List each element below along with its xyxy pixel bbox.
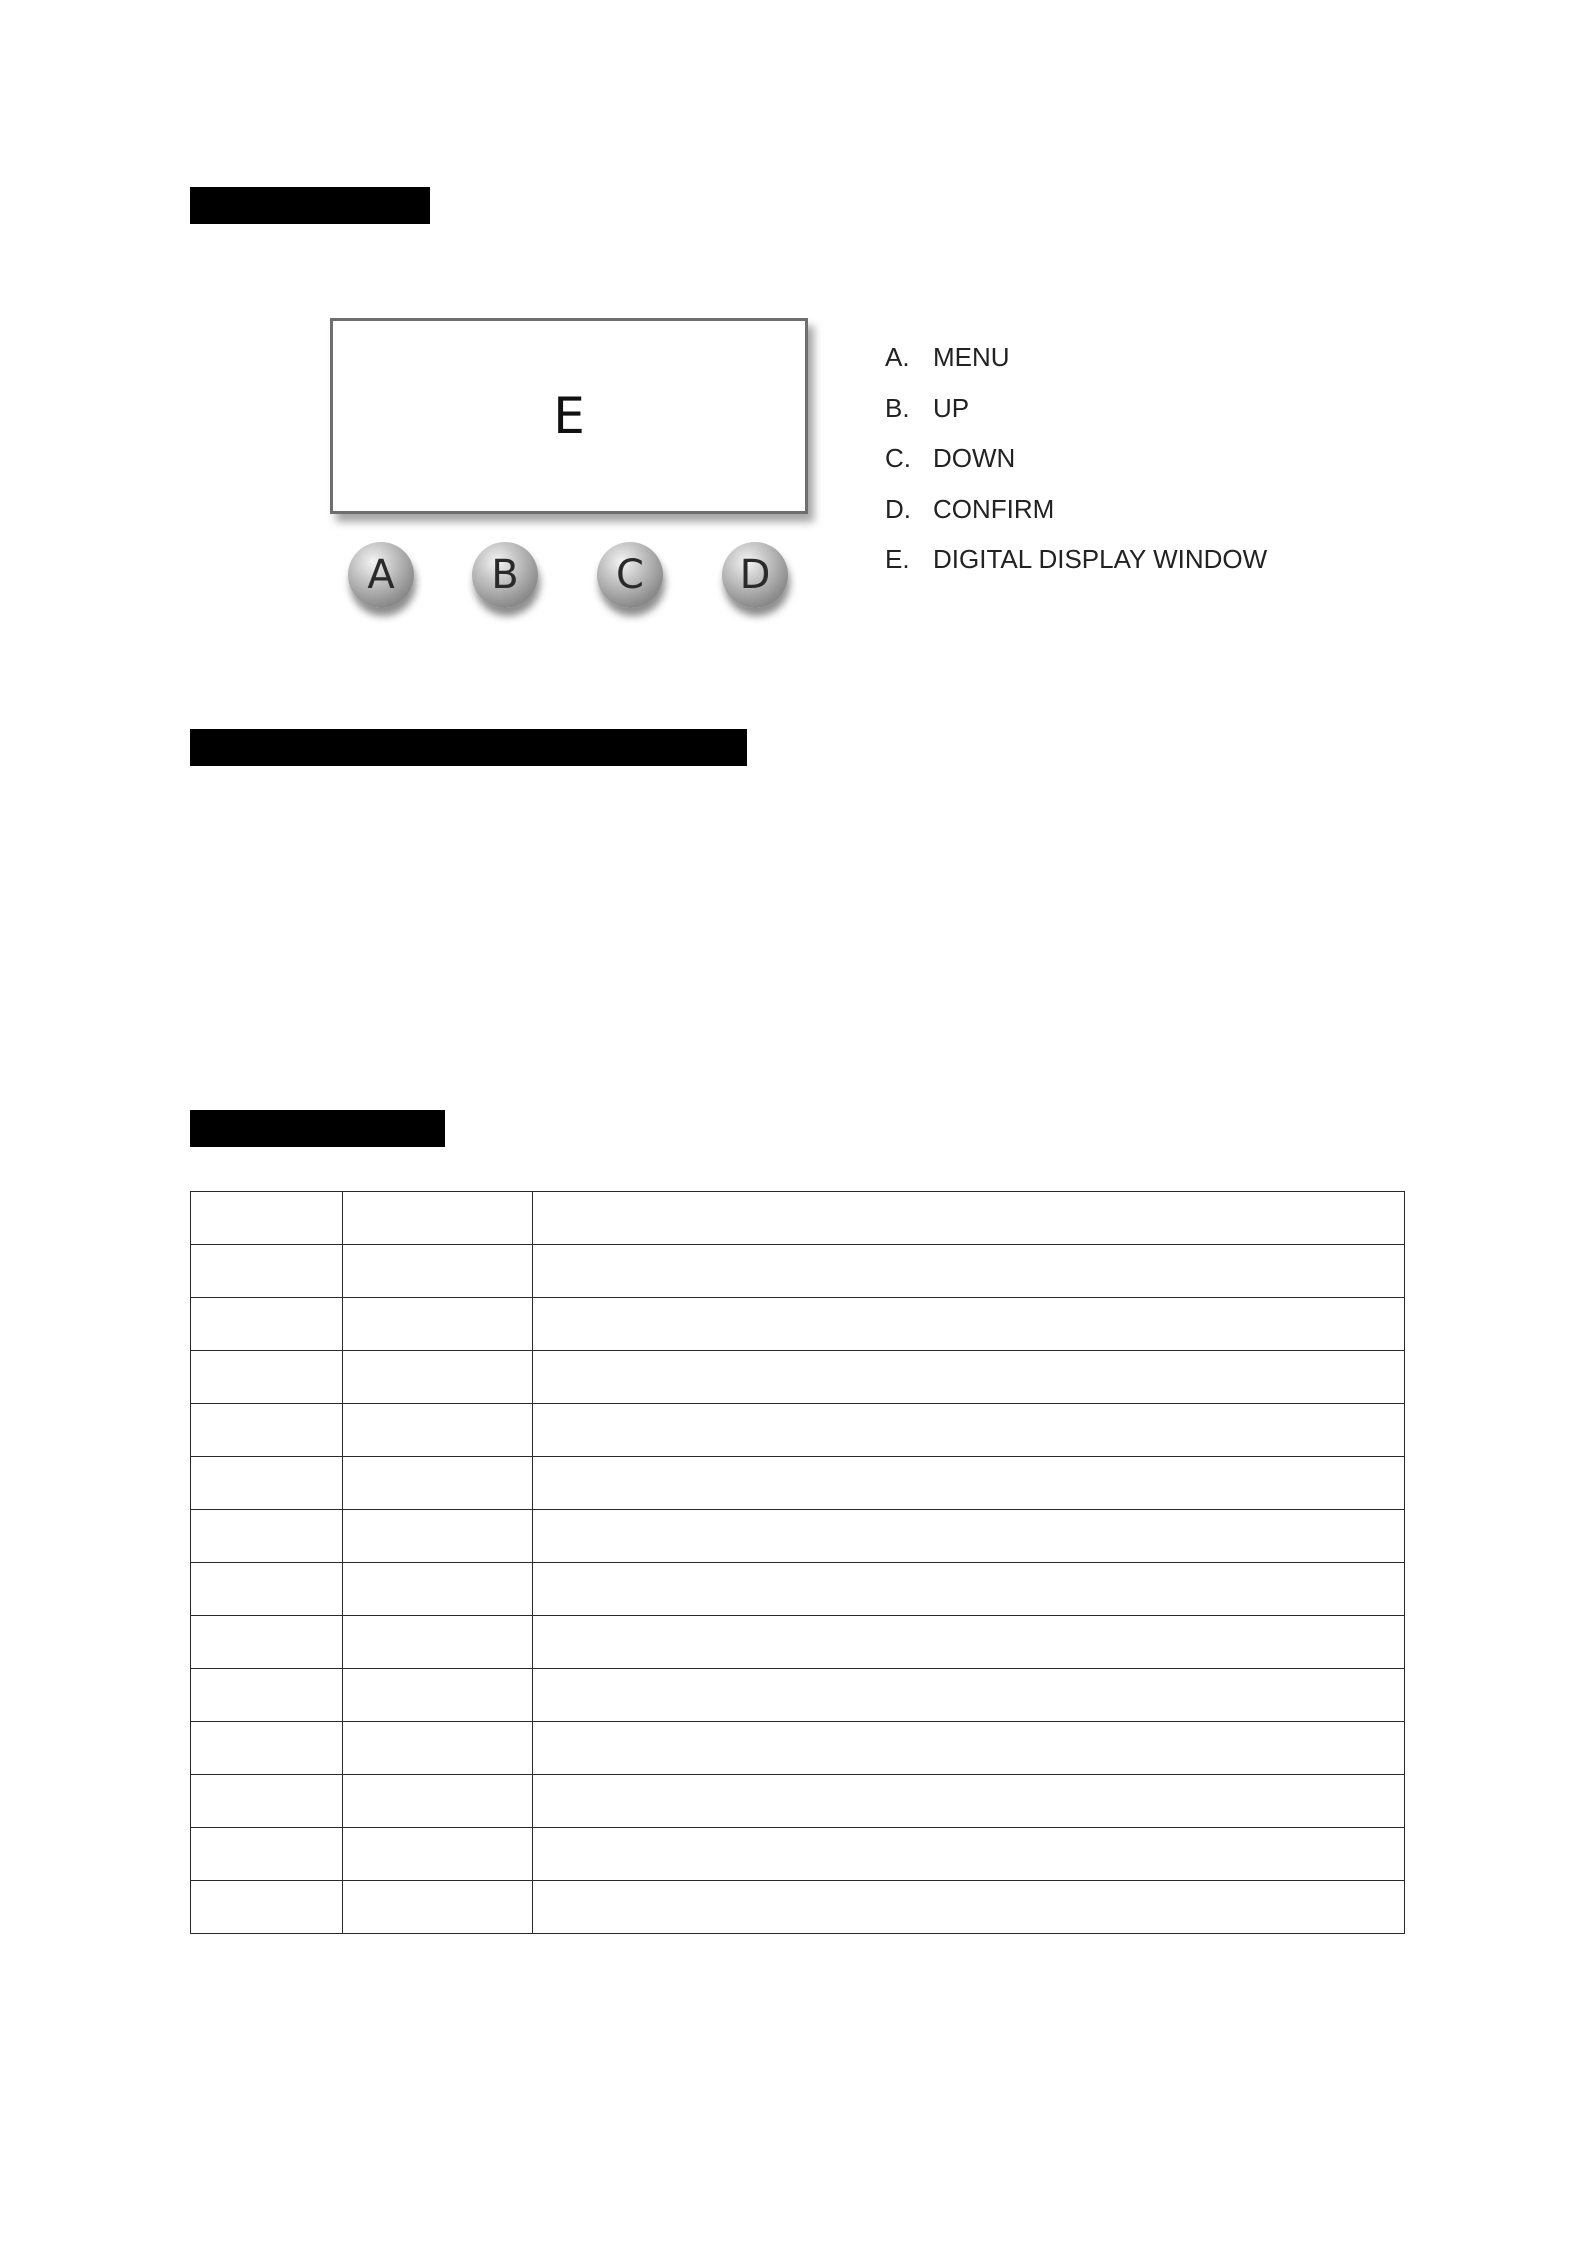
table-cell — [191, 1669, 343, 1722]
table-cell — [191, 1616, 343, 1669]
legend-letter: B. — [885, 392, 910, 423]
legend-item-menu — [885, 342, 1267, 393]
table-cell — [191, 1563, 343, 1616]
table-cell — [343, 1828, 533, 1881]
table-cell — [533, 1722, 1405, 1775]
settings-table — [190, 1191, 1405, 1934]
key-label: A — [367, 552, 395, 598]
table-row — [191, 1563, 1405, 1616]
legend-letter: D. — [885, 493, 911, 524]
table-cell — [533, 1563, 1405, 1616]
table-row — [191, 1404, 1405, 1457]
table-cell — [343, 1457, 533, 1510]
table-cell — [533, 1881, 1405, 1934]
legend-text: DIGITAL DISPLAY WINDOW — [933, 544, 1268, 574]
legend-text: MENU — [933, 342, 1010, 372]
table-cell — [343, 1404, 533, 1457]
table-cell — [533, 1669, 1405, 1722]
table-row — [191, 1351, 1405, 1404]
key-label: C — [616, 552, 644, 598]
table-row — [191, 1245, 1405, 1298]
display-letter: E — [553, 387, 585, 445]
table-row — [191, 1828, 1405, 1881]
confirm-key[interactable] — [722, 542, 788, 608]
table-cell — [343, 1192, 533, 1245]
settings-table-body — [191, 1192, 1405, 1934]
table-cell — [191, 1245, 343, 1298]
table-cell — [191, 1351, 343, 1404]
up-key[interactable] — [472, 542, 538, 608]
table-row — [191, 1616, 1405, 1669]
table-row — [191, 1298, 1405, 1351]
table-cell — [191, 1510, 343, 1563]
table-cell — [533, 1616, 1405, 1669]
table-cell — [533, 1457, 1405, 1510]
table-row — [191, 1722, 1405, 1775]
table-cell — [533, 1298, 1405, 1351]
table-cell — [343, 1245, 533, 1298]
table-cell — [533, 1775, 1405, 1828]
legend-letter: E. — [885, 544, 910, 574]
table-row — [191, 1775, 1405, 1828]
legend-text: UP — [933, 392, 970, 423]
legend-letter: A. — [885, 342, 910, 372]
table-cell — [533, 1192, 1405, 1245]
table-cell — [533, 1351, 1405, 1404]
redacted-heading-3 — [190, 1110, 445, 1147]
digital-display-window — [330, 318, 808, 514]
menu-key[interactable] — [348, 542, 414, 608]
table-cell — [533, 1510, 1405, 1563]
table-cell — [191, 1828, 343, 1881]
legend-item-display — [885, 544, 1267, 595]
table-row — [191, 1881, 1405, 1934]
table-cell — [343, 1510, 533, 1563]
legend-letter: C. — [885, 443, 911, 473]
legend-item-confirm — [885, 494, 1267, 545]
redacted-heading-1 — [190, 187, 430, 224]
table-cell — [343, 1881, 533, 1934]
table-cell — [191, 1298, 343, 1351]
table-row — [191, 1510, 1405, 1563]
legend-item-down — [885, 443, 1267, 494]
table-cell — [343, 1616, 533, 1669]
table-cell — [533, 1828, 1405, 1881]
legend-item-up — [885, 393, 1267, 444]
key-legend — [885, 342, 1267, 595]
key-label: D — [739, 552, 771, 598]
key-label: B — [491, 552, 519, 598]
table-row — [191, 1457, 1405, 1510]
table-cell — [343, 1563, 533, 1616]
legend-text: CONFIRM — [933, 493, 1055, 524]
table-cell — [343, 1351, 533, 1404]
table-cell — [533, 1404, 1405, 1457]
table-cell — [533, 1245, 1405, 1298]
redacted-heading-2 — [190, 729, 747, 766]
table-cell — [191, 1881, 343, 1934]
table-cell — [343, 1298, 533, 1351]
table-row — [191, 1669, 1405, 1722]
table-cell — [191, 1192, 343, 1245]
table-cell — [191, 1722, 343, 1775]
down-key[interactable] — [597, 542, 663, 608]
table-cell — [343, 1722, 533, 1775]
table-cell — [343, 1775, 533, 1828]
legend-text: DOWN — [933, 443, 1016, 473]
table-cell — [191, 1457, 343, 1510]
table-cell — [191, 1404, 343, 1457]
table-cell — [191, 1775, 343, 1828]
table-cell — [343, 1669, 533, 1722]
table-row — [191, 1192, 1405, 1245]
